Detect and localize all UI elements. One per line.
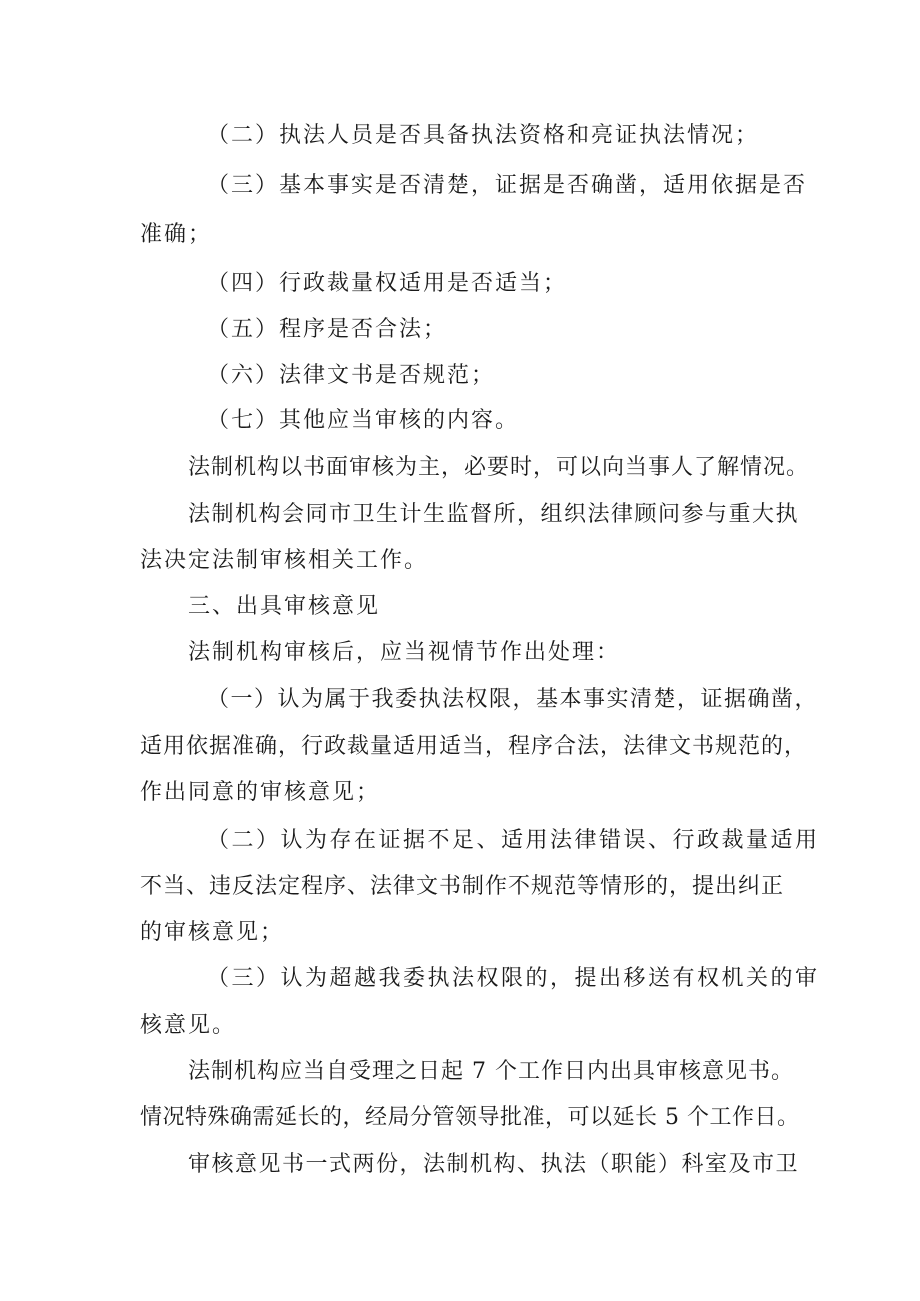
text-line: 情况特殊确需延长的，经局分管领导批准，可以延长 5 个工作日。 — [140, 1105, 800, 1130]
section-heading: 三、出具审核意见 — [188, 594, 381, 619]
text-line: （二）认为存在证据不足、适用法律错误、行政裁量适用 — [207, 828, 820, 853]
text-line: （七）其他应当审核的内容。 — [207, 408, 520, 433]
text-line: 法决定法制审核相关工作。 — [140, 548, 429, 573]
text-line: 不当、违反法定程序、法律文书制作不规范等情形的，提出纠正 — [140, 874, 785, 899]
text-line: （三）认为超越我委执法权限的，提出移送有权机关的审 — [207, 966, 820, 991]
text-line: （一）认为属于我委执法权限，基本事实清楚，证据确凿， — [207, 687, 819, 712]
text-line: 法制机构会同市卫生计生监督所，组织法律顾问参与重大执 — [188, 502, 800, 527]
text-line: 法制机构应当自受理之日起 7 个工作日内出具审核意见书。 — [188, 1059, 794, 1084]
text-line: （二）执法人员是否具备执法资格和亮证执法情况； — [207, 123, 760, 148]
text-line: 审核意见书一式两份，法制机构、执法（职能）科室及市卫 — [188, 1152, 800, 1177]
text-line: 作出同意的审核意见； — [140, 780, 381, 805]
text-line: 适用依据准确，行政裁量适用适当，程序合法，法律文书规范的， — [140, 734, 808, 759]
text-line: （五）程序是否合法； — [207, 317, 448, 342]
text-line: 核意见。 — [140, 1013, 237, 1038]
text-line: 法制机构审核后，应当视情节作出处理： — [188, 640, 621, 665]
text-line: （六）法律文书是否规范； — [207, 363, 496, 388]
text-line: 法制机构以书面审核为主，必要时，可以向当事人了解情况。 — [188, 455, 810, 480]
text-line: 准确； — [140, 222, 213, 247]
text-line: 的审核意见； — [140, 920, 285, 945]
text-line: （三）基本事实是否清楚，证据是否确凿，适用依据是否 — [207, 173, 808, 198]
text-line: （四）行政裁量权适用是否适当； — [207, 271, 568, 296]
